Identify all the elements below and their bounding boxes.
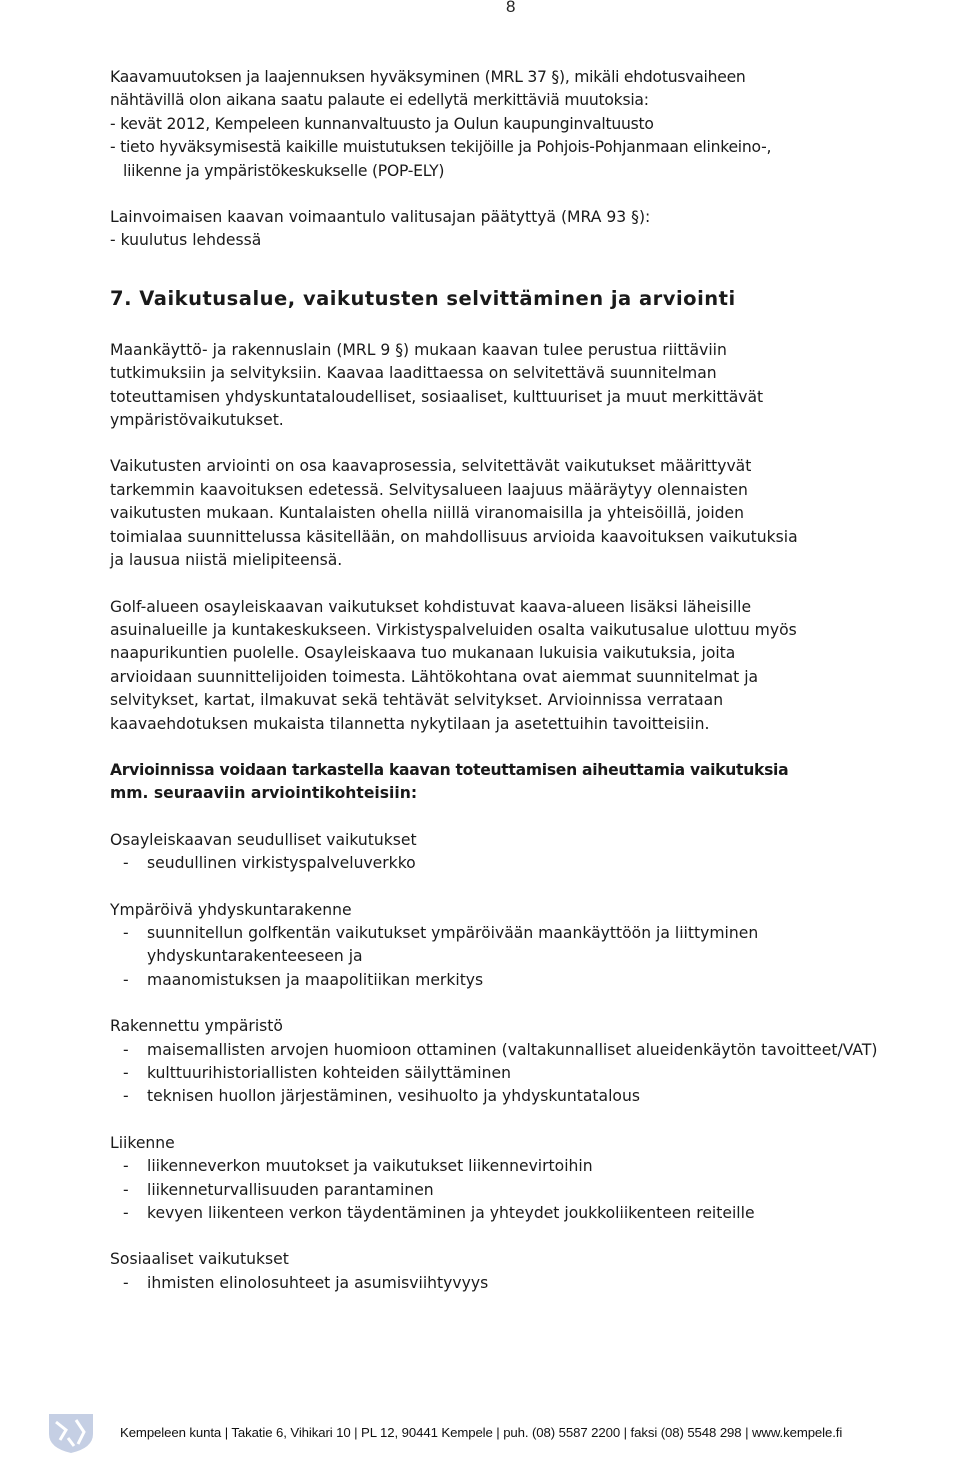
list-item	[110, 1085, 955, 1108]
list-item-text: liikenneturvallisuuden parantaminen	[147, 1180, 434, 1199]
assessment-intro-line-2: mm. seuraaviin arviointikohteisiin:	[110, 784, 418, 803]
paragraph-line: Vaikutusten arviointi on osa kaavaprosessia, selvitettävät vaikutukset määrittyvät	[110, 457, 752, 476]
effect-block	[110, 206, 955, 253]
paragraph-line: toimialaa suunnittelussa käsitellään, on mahdollisuus arvioida kaavoituksen vaikutuksia	[110, 527, 798, 546]
approval-intro-line-1: Kaavamuutoksen ja laajennuksen hyväksyminen (MRL 37 §), mikäli ehdotusvaiheen	[110, 68, 746, 86]
paragraph-line: vaikutusten mukaan. Kuntalaisten ohella niillä viranomaisilla ja yhteisöillä, joiden	[110, 504, 745, 523]
approval-item-2: - tieto hyväksymisestä kaikille muistutuksen tekijöille ja Pohjois-Pohjanmaan elinkeino-,	[110, 138, 772, 157]
document-body	[110, 66, 955, 1295]
list-item-text: maisemallisten arvojen huomioon ottaminen (valtakunnalliset alueidenkäytön tavoitteet/VAT)	[147, 1040, 878, 1059]
section-heading: 7. Vaikutusalue, vaikutusten selvittäminen ja arviointi	[110, 286, 736, 310]
list-item-text: maanomistuksen ja maapolitiikan merkitys	[147, 970, 484, 989]
list-item	[110, 1202, 955, 1225]
list-dash: -	[123, 1087, 129, 1106]
list-item	[110, 1039, 955, 1062]
list-item-text: kevyen liikenteen verkon täydentäminen ja yhteydet joukkoliikenteen reiteille	[147, 1204, 755, 1223]
list-item-text: kulttuurihistoriallisten kohteiden säilyttäminen	[147, 1064, 511, 1082]
assessment-intro-line-1: Arvioinnissa voidaan tarkastella kaavan toteuttamisen aiheuttamia vaikutuksia	[110, 760, 789, 779]
paragraph-line: tutkimuksiin ja selvityksiin. Kaavaa laadittaessa on selvitettävä suunnitelman	[110, 364, 717, 383]
list-dash: -	[123, 1180, 129, 1199]
list-dash: -	[123, 970, 129, 989]
paragraph-line: tarkemmin kaavoituksen edetessä. Selvitysalueen laajuus määräytyy olennaisten	[110, 480, 748, 499]
paragraph-line: Maankäyttö- ja rakennuslain (MRL 9 §) mukaan kaavan tulee perustua riittäviin	[110, 340, 727, 359]
approval-item-2-continued: liikenne ja ympäristökeskukselle (POP-ELY)	[123, 161, 445, 180]
category-traffic	[110, 1132, 955, 1226]
category-social	[110, 1248, 955, 1295]
list-dash: -	[123, 1064, 129, 1082]
paragraph-line: toteuttamisen yhdyskuntataloudelliset, sosiaaliset, kulttuuriset ja muut merkittävät	[110, 387, 764, 406]
category-regional	[110, 829, 955, 876]
approval-block	[110, 66, 955, 183]
paragraph-2	[110, 455, 955, 572]
list-dash: -	[123, 1204, 129, 1223]
list-item-text: suunnitellun golfkentän vaikutukset ympäröivään maankäyttöön ja liittyminen yhdyskuntarakenteeseen ja	[147, 923, 759, 966]
category-title: Ympäröivä yhdyskuntarakenne	[110, 900, 352, 919]
effect-line-2: - kuulutus lehdessä	[110, 231, 262, 250]
list-dash: -	[123, 923, 129, 942]
paragraph-line: ympäristövaikutukset.	[110, 411, 284, 430]
list-item	[110, 1179, 955, 1202]
paragraph-1	[110, 339, 955, 433]
category-title: Osayleiskaavan seudulliset vaikutukset	[110, 830, 417, 849]
paragraph-line: ja lausua niistä mielipiteensä.	[110, 551, 343, 570]
paragraph-line: Golf-alueen osayleiskaavan vaikutukset kohdistuvat kaava-alueen lisäksi läheisille	[110, 597, 752, 616]
list-item-text: seudullinen virkistyspalveluverkko	[147, 854, 416, 873]
page-footer	[46, 1412, 926, 1454]
paragraph-line: naapurikuntien puolelle. Osayleiskaava tuo mukanaan lukuisia vaikutuksia, joita	[110, 644, 736, 663]
list-item	[110, 1062, 955, 1085]
paragraph-line: asuinalueille ja kuntakeskukseen. Virkistyspalveluiden osalta vaikutusalue ulottuu myös	[110, 620, 797, 639]
category-community-structure	[110, 899, 955, 993]
effect-line-1: Lainvoimaisen kaavan voimaantulo valitusajan päätyttyä (MRA 93 §):	[110, 208, 651, 227]
list-dash: -	[123, 1157, 129, 1176]
category-title: Liikenne	[110, 1133, 175, 1152]
list-dash: -	[123, 1273, 129, 1292]
category-title: Rakennettu ympäristö	[110, 1017, 283, 1036]
list-dash: -	[123, 1040, 129, 1059]
paragraph-3	[110, 596, 955, 736]
assessment-intro	[110, 759, 955, 806]
category-title: Sosiaaliset vaikutukset	[110, 1250, 289, 1269]
approval-item-1: - kevät 2012, Kempeleen kunnanvaltuusto ja Oulun kaupunginvaltuusto	[110, 114, 654, 133]
list-item	[110, 969, 955, 992]
list-item	[110, 852, 955, 875]
paragraph-line: selvitykset, kartat, ilmakuvat sekä tehtävät selvitykset. Arvioinnissa verrataan	[110, 691, 724, 710]
page-number: 8	[506, 0, 516, 16]
list-item	[110, 922, 955, 969]
category-built-environment	[110, 1015, 955, 1109]
list-item	[110, 1155, 955, 1178]
paragraph-line: kaavaehdotuksen mukaista tilannetta nykytilaan ja asetettuihin tavoitteisiin.	[110, 714, 710, 733]
approval-intro-line-2: nähtävillä olon aikana saatu palaute ei edellytä merkittäviä muutoksia:	[110, 91, 649, 110]
list-item	[110, 1272, 955, 1295]
list-item-text: teknisen huollon järjestäminen, vesihuolto ja yhdyskuntatalous	[147, 1087, 640, 1106]
kempele-coat-of-arms-icon	[46, 1412, 96, 1454]
paragraph-line: arvioidaan suunnittelijoiden toimesta. Lähtökohtana ovat aiemmat suunnitelmat ja	[110, 667, 759, 686]
list-dash: -	[123, 854, 129, 873]
list-item-text: ihmisten elinolosuhteet ja asumisviihtyvyys	[147, 1273, 489, 1292]
footer-contact-info: Kempeleen kunta | Takatie 6, Vihikari 10 | PL 12, 90441 Kempele | puh. (08) 5587 2200 | faksi (08) 5548 298 | www.kempele.fi	[120, 1425, 843, 1440]
list-item-text: liikenneverkon muutokset ja vaikutukset liikennevirtoihin	[147, 1157, 593, 1176]
